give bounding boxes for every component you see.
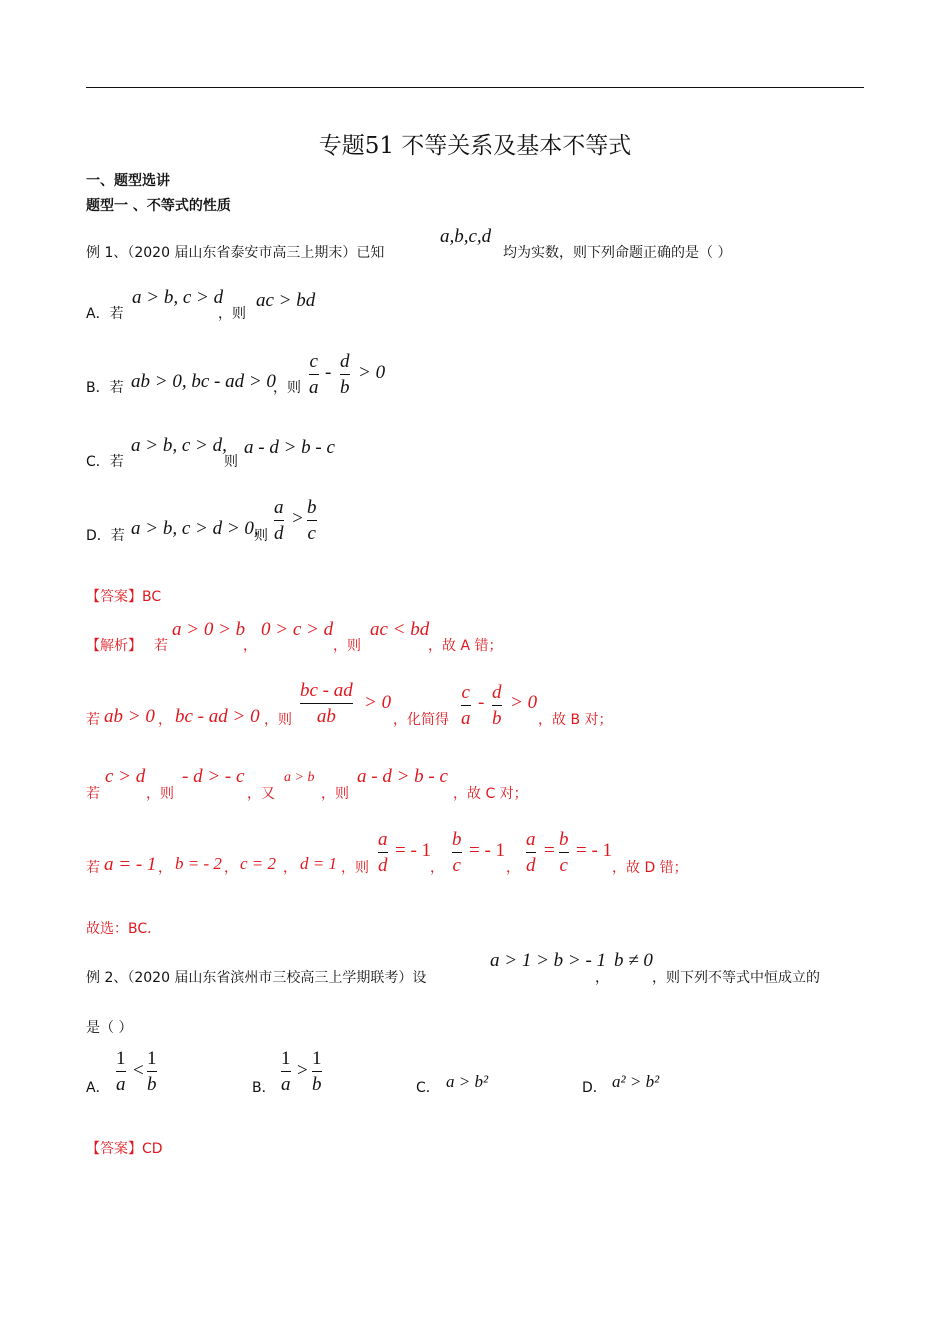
- l2-if: 若: [86, 712, 100, 728]
- l1-if: 若: [154, 638, 168, 654]
- l4-r3: = - 1: [576, 840, 613, 861]
- ex2-a-frac-1: 1 a: [116, 1048, 126, 1095]
- l1-e3: ac < bd: [370, 619, 430, 640]
- l2-frac-d-b: d b: [492, 682, 502, 729]
- l2-minus: -: [478, 692, 485, 713]
- l2-frac-c-a: c a: [461, 682, 471, 729]
- l4-s1: ，: [158, 860, 172, 876]
- ex1-suffix: 均为实数，则下列命题正确的是（ ）: [503, 245, 732, 261]
- subsection-heading: 题型一 、不等式的性质: [86, 198, 231, 214]
- l3-if: 若: [86, 786, 100, 802]
- section-heading: 一、题型选讲: [86, 173, 170, 189]
- opt-c-label: C．若: [86, 454, 124, 470]
- l4-r2: = - 1: [469, 840, 506, 861]
- l3-e4: a - d > b - c: [357, 766, 448, 787]
- opt-c-cond: a > b, c > d,: [131, 435, 227, 456]
- l4-s6: ，: [506, 860, 520, 876]
- l3-e2: - d > - c: [182, 766, 245, 787]
- ex2-comma: ，: [595, 970, 609, 986]
- ex2-prefix: 例 2、（2020 届山东省滨州市三校高三上学期联考）设: [86, 970, 427, 986]
- l5-conclusion: 故选：BC．: [86, 921, 162, 937]
- opt-b-tail: > 0: [358, 362, 386, 383]
- ex2-cond: a > 1 > b > - 1: [490, 950, 607, 971]
- ex2-cond2: b ≠ 0: [614, 950, 653, 971]
- opt-d-comma: 则: [254, 528, 268, 544]
- answer-value: CD: [142, 1141, 163, 1157]
- opt-c-concl: a - d > b - c: [244, 437, 335, 458]
- l4-s2: ，: [224, 860, 238, 876]
- ex2-c-label: C．: [416, 1080, 440, 1096]
- ex2-b-op: >: [297, 1060, 308, 1081]
- l2-t2: > 0: [510, 692, 538, 713]
- answer-1: [86, 586, 161, 606]
- l2-e1: ab > 0: [104, 706, 155, 727]
- opt-b-frac-1: c a: [309, 351, 319, 398]
- l4-if: 若: [86, 860, 100, 876]
- ex2-a-frac-2: 1 b: [147, 1048, 157, 1095]
- ex2-b-frac-1: 1 a: [281, 1048, 291, 1095]
- ex2-suffix: ，则下列不等式中恒成立的: [652, 970, 820, 986]
- l2-s2: ，则: [264, 712, 292, 728]
- l1-e2: 0 > c > d: [261, 619, 334, 640]
- opt-d-frac-1: a d: [274, 497, 284, 544]
- analysis-label: 【解析】: [86, 638, 142, 654]
- l3-s3: ，则: [321, 786, 349, 802]
- l3-s2: ，又: [247, 786, 275, 802]
- ex2-c-expr: a > b²: [446, 1072, 489, 1091]
- opt-b-comma: ，则: [273, 380, 301, 396]
- l4-s3: ，: [283, 860, 297, 876]
- ex2-b-label: B．: [252, 1080, 276, 1096]
- l4-e2: b = - 2: [175, 854, 222, 873]
- l2-frac-main: bc - ad ab: [300, 680, 353, 727]
- opt-d-label: D．若: [86, 528, 125, 544]
- l2-e2: bc - ad > 0: [175, 706, 260, 727]
- l4-s4: ，则: [341, 860, 369, 876]
- l4-s5: ，: [430, 860, 444, 876]
- ex2-d-expr: a² > b²: [612, 1072, 660, 1091]
- opt-c-comma: 则: [224, 454, 238, 470]
- ex1-vars: a,b,c,d: [440, 226, 492, 247]
- opt-a-cond: a > b, c > d: [132, 287, 224, 308]
- l4-frac-3: a d: [526, 829, 536, 876]
- opt-b-frac-2: d b: [340, 351, 350, 398]
- l4-s7: ，故 D 错；: [612, 860, 688, 876]
- opt-a-comma: ，则: [218, 306, 246, 322]
- l2-s1: ，: [158, 712, 172, 728]
- page-title: 专题51 不等关系及基本不等式: [318, 133, 632, 159]
- answer-value: BC: [142, 589, 162, 605]
- opt-a-concl: ac > bd: [256, 290, 316, 311]
- ex2-a-label: A．: [86, 1080, 110, 1096]
- l2-s3: ，化简得: [393, 712, 449, 728]
- opt-b-minus: -: [325, 362, 332, 383]
- l3-s1: ，则: [146, 786, 174, 802]
- l3-e3: a > b: [284, 770, 315, 785]
- answer-2: [86, 1138, 163, 1158]
- opt-a-label: A．若: [86, 306, 124, 322]
- ex2-a-op: <: [133, 1060, 144, 1081]
- l2-t1: > 0: [364, 692, 392, 713]
- opt-b-label: B．若: [86, 380, 124, 396]
- l4-e1: a = - 1: [104, 854, 157, 875]
- opt-d-cond: a > b, c > d > 0,: [131, 518, 259, 539]
- ex1-prefix: 例 1、（2020 届山东省泰安市高三上期末）已知: [86, 245, 385, 261]
- answer-label: 【答案】: [86, 589, 142, 605]
- opt-d-frac-2: b c: [307, 497, 317, 544]
- l3-e1: c > d: [105, 766, 146, 787]
- l1-s1: ，: [243, 638, 257, 654]
- l4-e3: c = 2: [240, 854, 277, 873]
- l1-s3: ，故 A 错；: [428, 638, 503, 654]
- l4-r1: = - 1: [395, 840, 432, 861]
- l1-e1: a > 0 > b: [172, 619, 246, 640]
- ex2-cont: 是（ ）: [86, 1020, 133, 1036]
- l2-s4: ，故 B 对；: [538, 712, 613, 728]
- answer-label: 【答案】: [86, 1141, 142, 1157]
- l4-e4: d = 1: [300, 854, 337, 873]
- ex2-d-label: D．: [582, 1080, 607, 1096]
- opt-d-gt: >: [291, 508, 304, 529]
- l4-frac-1: a d: [378, 829, 388, 876]
- l4-eq: =: [544, 840, 555, 861]
- l4-frac-2: b c: [452, 829, 462, 876]
- l3-s4: ，故 C 对；: [453, 786, 528, 802]
- l4-frac-4: b c: [559, 829, 569, 876]
- l1-s2: ，则: [333, 638, 361, 654]
- ex2-b-frac-2: 1 b: [312, 1048, 322, 1095]
- header-rule: [86, 87, 864, 88]
- opt-b-cond: ab > 0, bc - ad > 0: [131, 371, 276, 392]
